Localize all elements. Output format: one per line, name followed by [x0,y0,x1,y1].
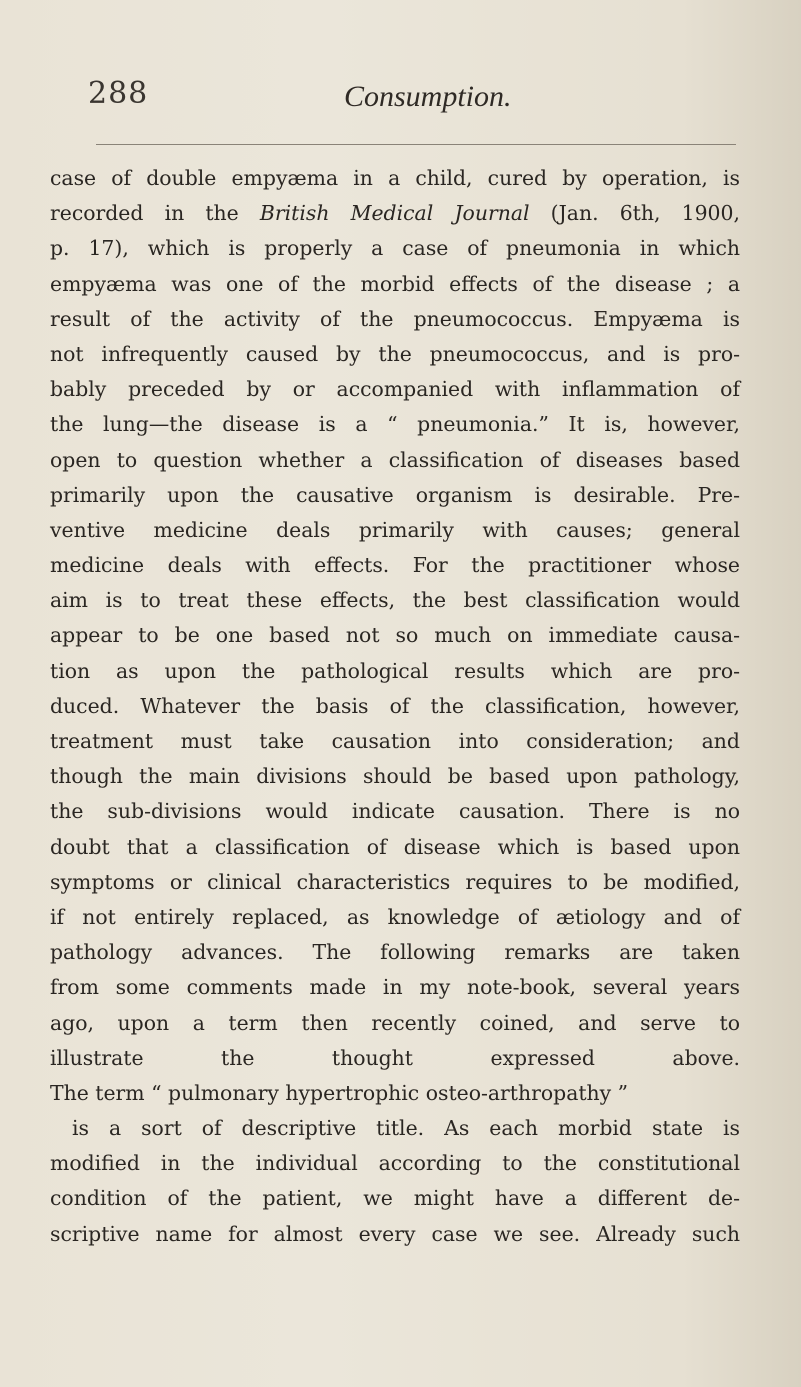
text-line: case of double empyæma in a child, cured by operation, is [50,166,740,190]
journal-title: British Medical Journal [259,201,530,226]
text-line: illustrate the thought expressed above. [50,1045,740,1070]
text-line: the sub-divisions would indicate causation. There is no [50,799,740,824]
running-title: Consumption. [344,80,512,113]
text-line: doubt that a classification of disease which is based upon [50,834,740,859]
text-line: medicine deals with effects. For the practitioner whose [50,553,740,578]
text-line: the lung—the disease is a “ pneumonia.” It is, however, [50,412,740,437]
text-line: bably preceded by or accompanied with inflammation of [50,377,740,402]
text-line: ventive medicine deals primarily with causes; general [50,517,740,542]
text-line: condition of the patient, we might have a different de- [50,1186,740,1211]
header-rule [96,144,736,145]
text-line: pathology advances. The following remarks are taken [50,940,740,965]
text-line: modified in the individual according to the constitutional [50,1151,740,1176]
text-line: treatment must take causation into consideration; and [50,729,740,753]
body-text [50,161,740,1287]
text-line [50,1252,740,1287]
text-line: scriptive name for almost every case we see. Already such [50,1221,740,1246]
text-line: tion as upon the pathological results which are pro- [50,658,740,683]
text-line: empyæma was one of the morbid effects of the disease ; a [50,271,740,296]
text-line: though the main divisions should be based upon pathology, [50,764,740,789]
text-line: from some comments made in my note-book, several years [50,975,740,1000]
text-line: result of the activity of the pneumococcus. Empyæma is [50,306,740,331]
text-line: duced. Whatever the basis of the classification, however, [50,693,740,718]
text-line: ago, upon a term then recently coined, and serve to [50,1010,740,1035]
text-line: symptoms or clinical characteristics requires to be modified, [50,869,740,894]
text-line: not infrequently caused by the pneumococcus, and is pro- [50,341,740,366]
text-line: recorded in the British Medical Journal (Jan. 6th, 1900, [50,201,740,226]
text-line: is a sort of descriptive title. As each morbid state is [72,1116,740,1141]
text-line: if not entirely replaced, as knowledge of ætiology and of [50,904,740,929]
text-line: The term “ pulmonary hypertrophic osteo-arthropathy ” [50,1080,629,1105]
text-line: appear to be one based not so much on immediate causa- [50,623,740,648]
text-line: p. 17), which is properly a case of pneumonia in which [50,236,740,261]
text-line: open to question whether a classification of diseases based [50,447,740,472]
text-line: primarily upon the causative organism is desirable. Pre- [50,482,740,507]
page-number: 288 [88,76,149,111]
text-line: aim is to treat these effects, the best classification would [50,588,740,613]
